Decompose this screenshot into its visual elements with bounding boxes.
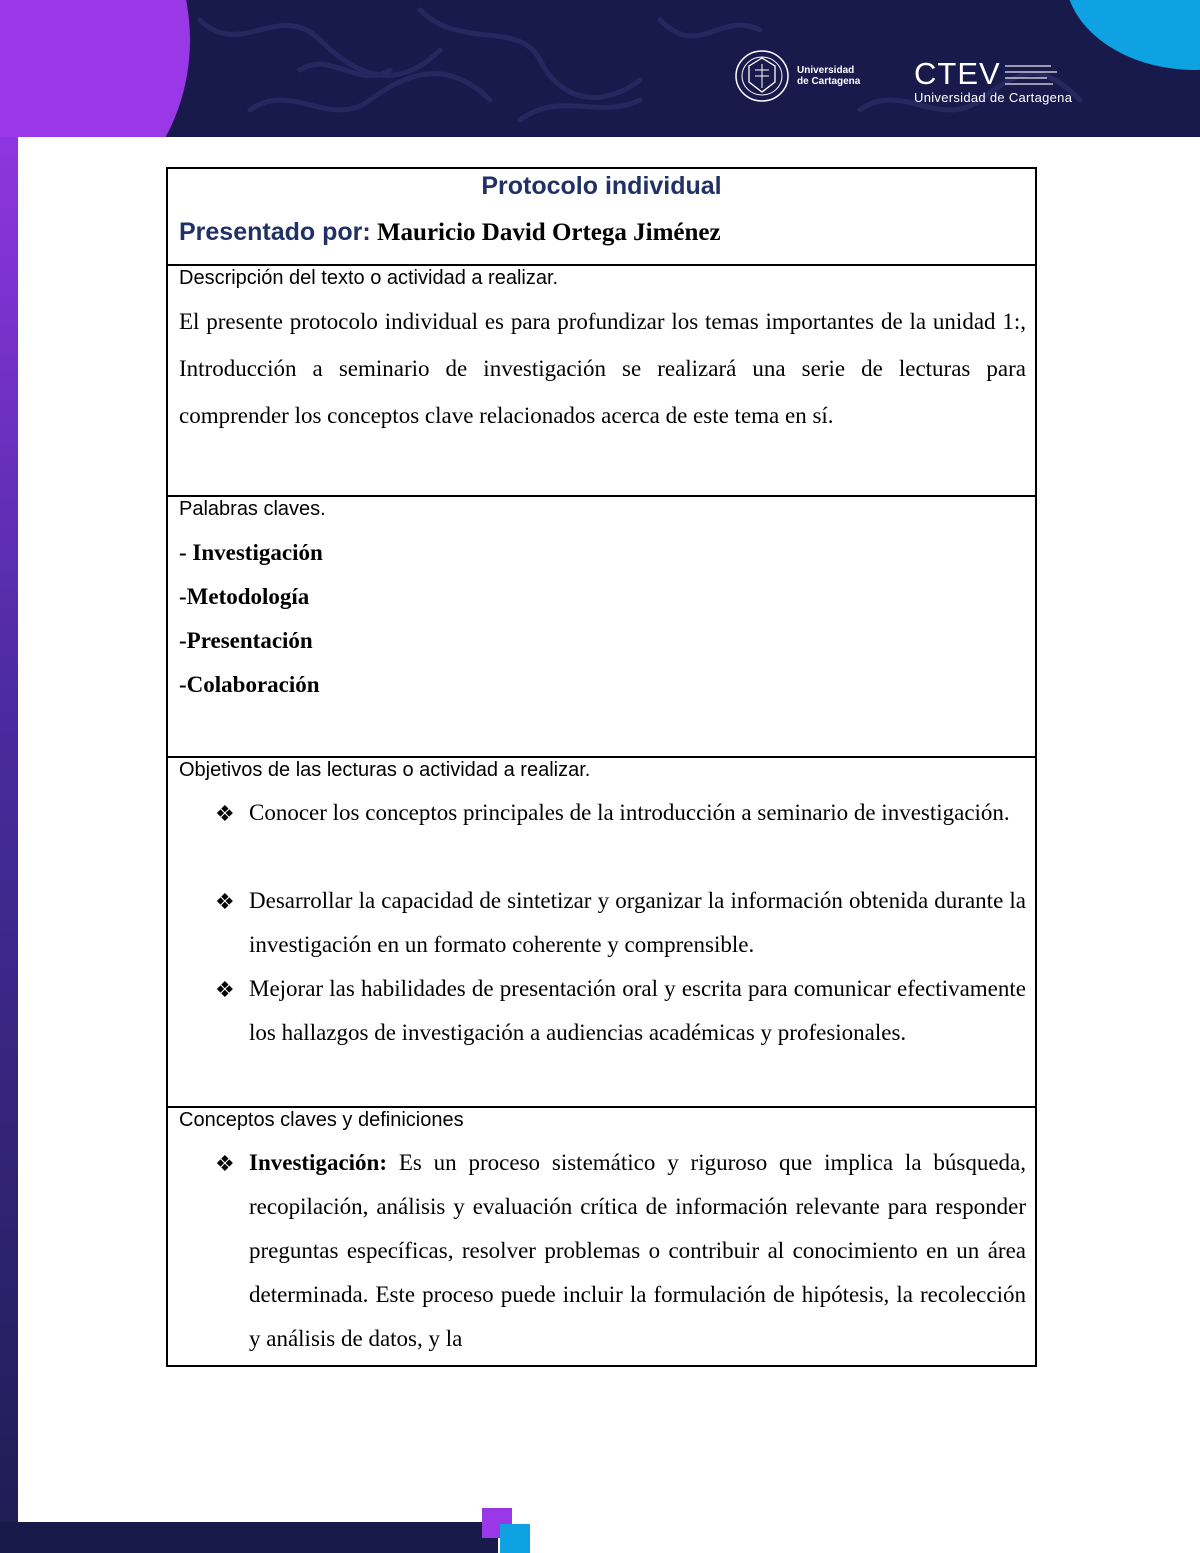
- keyword-item: -Metodología: [179, 584, 310, 609]
- concepts-heading: Conceptos claves y definiciones: [179, 1109, 464, 1131]
- university-logo-line1: Universidad: [797, 65, 855, 76]
- title-cell: [168, 169, 1035, 266]
- concepts-cell: [168, 1108, 1035, 1365]
- ctev-mark: CTEV: [914, 56, 1001, 91]
- university-seal-icon: [733, 48, 791, 104]
- diamond-bullet-icon: ❖: [215, 889, 235, 914]
- concept-definition: Es un proceso sistemático y riguroso que implica la búsqueda, recopilación, análisis y evaluación crítica de información relevante para responder preguntas específicas, resolver problemas o contribuir al conocimiento en un área determinada. Este proceso puede incluir la formulación de hipótesis, la recolección y análisis de datos, y la: [249, 1150, 1026, 1351]
- objectives-cell: [168, 758, 1035, 1108]
- diamond-bullet-icon: ❖: [215, 1151, 235, 1176]
- purple-blob: [0, 0, 190, 137]
- ctev-subtitle: Universidad de Cartagena: [914, 90, 1073, 105]
- description-heading: Descripción del texto o actividad a realizar.: [179, 267, 559, 289]
- document-title: Protocolo individual: [481, 172, 722, 200]
- objective-item: Desarrollar la capacidad de sintetizar y organizar la información obtenida durante la investigación en un formato coherente y comprensible.: [249, 888, 1026, 957]
- keyword-item: -Colaboración: [179, 672, 320, 697]
- description-cell: [168, 266, 1035, 497]
- objective-item: Conocer los conceptos principales de la introducción a seminario de investigación.: [249, 800, 1010, 825]
- objectives-heading: Objetivos de las lecturas o actividad a realizar.: [179, 759, 591, 781]
- description-text: El presente protocolo individual es para profundizar los temas importantes de la unidad 1:, Introducción a seminario de investigación se realizará una serie de lecturas para comprender los conceptos clave relacionados acerca de este tema en sí.: [179, 309, 1026, 428]
- keywords-cell: [168, 497, 1035, 758]
- footer-square-blue: [500, 1524, 530, 1553]
- protocol-table: [166, 167, 1037, 1367]
- keywords-heading: Palabras claves.: [179, 498, 326, 520]
- ctev-logo: [914, 56, 1104, 105]
- concept-item: [249, 1141, 1026, 1361]
- diamond-bullet-icon: ❖: [215, 977, 235, 1002]
- diamond-bullet-icon: ❖: [215, 801, 235, 826]
- presented-label: Presentado por:: [179, 218, 371, 246]
- footer-band: [0, 1522, 498, 1553]
- header-band: [0, 0, 1200, 137]
- objective-item: Mejorar las habilidades de presentación oral y escrita para comunicar efectivamente los hallazgos de investigación a audiencias académicas y profesionales.: [249, 976, 1026, 1045]
- university-logo: [733, 48, 860, 104]
- keyword-item: -Presentación: [179, 628, 313, 653]
- presented-by: [179, 218, 721, 247]
- concept-term: Investigación:: [249, 1150, 387, 1175]
- author-name: Mauricio David Ortega Jiménez: [376, 219, 721, 246]
- keyword-item: - Investigación: [179, 540, 323, 565]
- ctev-tagline-graphic: [1001, 62, 1059, 86]
- left-accent-strip: [0, 137, 18, 1553]
- university-logo-line2: de Cartagena: [797, 76, 861, 87]
